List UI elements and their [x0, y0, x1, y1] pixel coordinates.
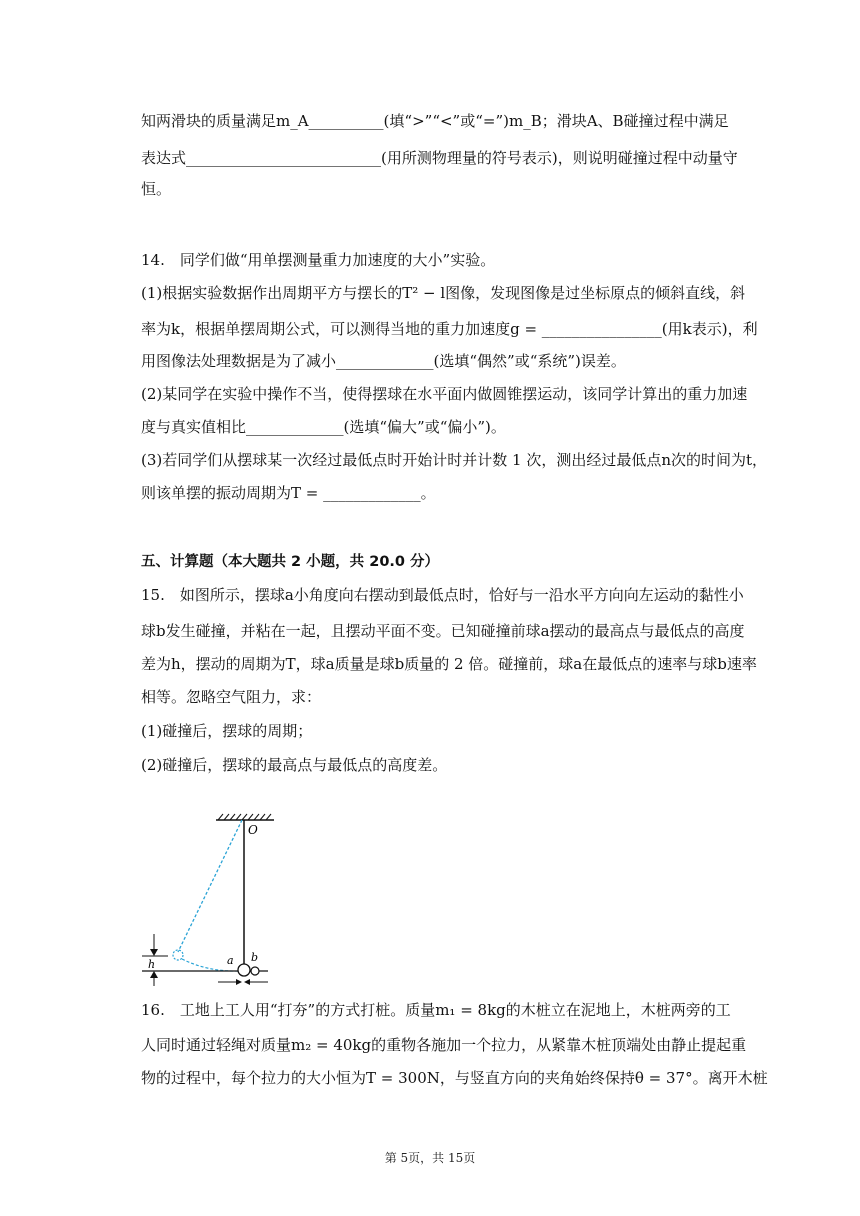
displaced-string	[178, 820, 242, 952]
page-footer: 第 5页，共 15页	[384, 1151, 476, 1165]
question-16-line-2: 人同时通过轻绳对质量m₂ = 40kg的重物各施加一个拉力，从紧靠木桩顶端处由静止提起重	[141, 1036, 747, 1054]
question-14-line-1: (1)根据实验数据作出周期平方与摆长的T² − l图像，发现图像是过坐标原点的倾斜直线，斜	[141, 284, 746, 302]
question-14-line-6: (3)若同学们从摆球某一次经过最低点时开始计时并计数 1 次，测出经过最低点n次的时间为t，	[141, 451, 768, 469]
section-heading: 五、计算题（本大题共 2 小题，共 20.0 分）	[141, 554, 440, 570]
pivot-label: O	[248, 823, 258, 837]
question-16-line-1: 16. 工地上工人用“打夯”的方式打桩。质量m₁ = 8kg的木桩立在泥地上，木桩两旁的工	[141, 1001, 731, 1019]
question-14-line-4: (2)某同学在实验中操作不当，使得摆球在水平面内做圆锥摆运动，该同学计算出的重力加速	[141, 385, 748, 403]
question-14-title: 14. 同学们做“用单摆测量重力加速度的大小”实验。	[141, 251, 496, 269]
ball-a	[238, 964, 250, 976]
text-line-3: 恒。	[141, 180, 172, 198]
velocity-arrowhead-a	[236, 979, 242, 985]
h-arrowhead-down	[150, 949, 158, 956]
pendulum-figure	[138, 808, 278, 986]
text-line-1: 知两滑块的质量满足m_A__________(填“>”“<”或“=”)m_B；滑块A、B碰撞过程中满足	[141, 112, 729, 130]
question-14-line-7: 则该单摆的振动周期为T = _____________。	[141, 484, 436, 502]
ball-a-label: a	[227, 954, 234, 967]
height-label: h	[148, 958, 156, 971]
ball-b-label: b	[251, 951, 259, 964]
text-line-2: 表达式__________________________(用所测物理量的符号表示)，则说明碰撞过程中动量守	[141, 149, 738, 167]
question-16-line-3: 物的过程中，每个拉力的大小恒为T = 300N，与竖直方向的夹角始终保持θ = 37°。离开木桩	[141, 1069, 768, 1087]
velocity-arrowhead-b	[244, 979, 250, 985]
question-15-line-4: 相等。忽略空气阻力，求：	[141, 688, 322, 706]
question-15-line-1: 15. 如图所示，摆球a小角度向右摆动到最低点时，恰好与一沿水平方向向左运动的黏性小	[141, 586, 744, 604]
question-14-line-2: 率为k，根据单摆周期公式，可以测得当地的重力加速度g = ________________(用k表示)，利	[141, 320, 758, 338]
question-15-sub-1: (1)碰撞后，摆球的周期；	[141, 722, 313, 740]
h-arrowhead-up	[150, 971, 158, 978]
question-14-line-5: 度与真实值相比_____________(选填“偏大”或“偏小”)。	[141, 418, 506, 436]
question-15-line-2: 球b发生碰撞，并粘在一起，且摆动平面不变。已知碰撞前球a摆动的最高点与最低点的高度	[141, 622, 745, 640]
question-15-line-3: 差为h，摆动的周期为T，球a质量是球b质量的 2 倍。碰撞前，球a在最低点的速率与球b速率	[141, 655, 757, 673]
question-14-line-3: 用图像法处理数据是为了减小_____________(选填“偶然”或“系统”)误差。	[141, 352, 626, 370]
question-15-sub-2: (2)碰撞后，摆球的最高点与最低点的高度差。	[141, 756, 448, 774]
ball-b	[251, 967, 259, 975]
ceiling-hatch	[216, 814, 274, 820]
